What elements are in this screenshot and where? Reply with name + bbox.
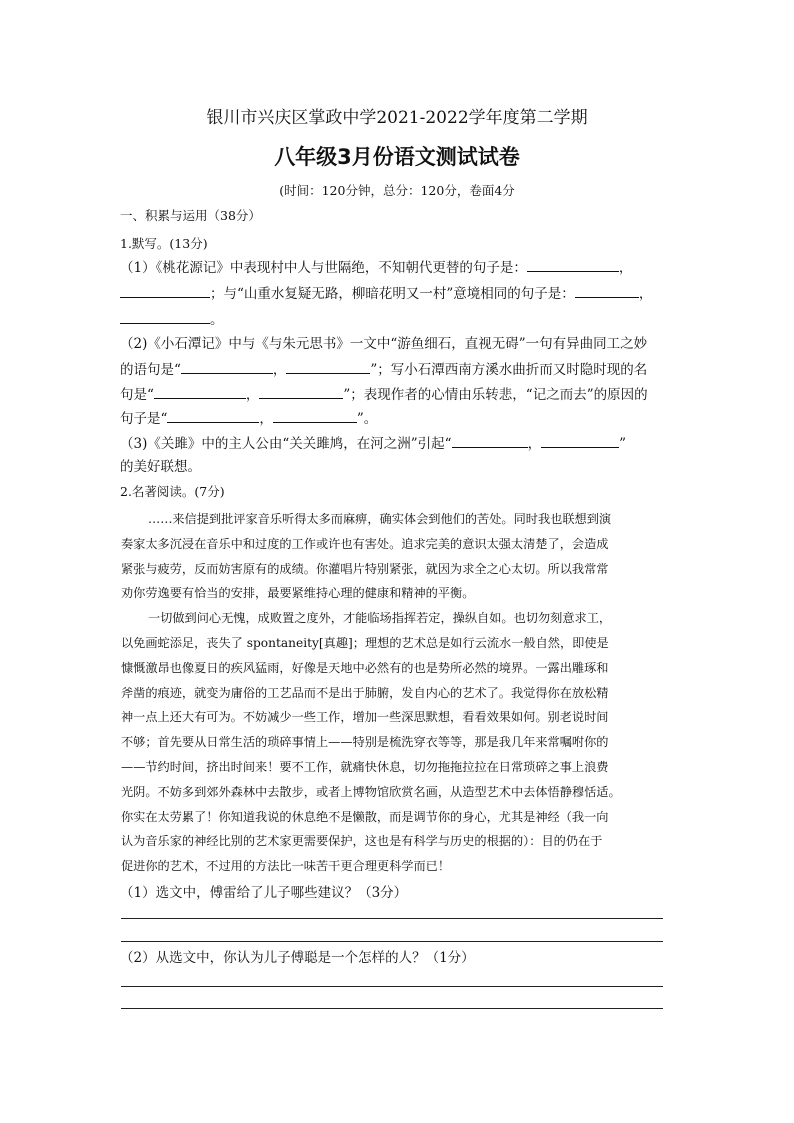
answer-blank[interactable] bbox=[286, 361, 370, 374]
q1-p1-line2: ；与“山重水复疑无路，柳暗花明又一村”意境相同的句子是： ， bbox=[120, 285, 652, 302]
passage-line: 以免画蛇添足，丧失了 spontaneity[真趣]；理想的艺术总是如行云流水一般自然，即使是 bbox=[121, 636, 609, 650]
passage-line: 你实在太劳累了！你知道我说的休息绝不是懒散，而是调节你的身心，尤其是神经（我一向 bbox=[121, 809, 609, 824]
passage-line: 促进你的艺术，不过用的方法比一味苦干更合理更科学而已！ bbox=[121, 859, 451, 874]
q1-p3-line1: （3)《关雎》中的主人公由“关关雎鸠，在河之洲”引起“ ， ” bbox=[120, 436, 626, 452]
q1-heading: 1.默写。(13分) bbox=[120, 236, 208, 251]
passage-line: ——节约时间，挤出时间来！要不工作，就痛快休息，切勿拖拖拉拉在日常琐碎之事上浪费 bbox=[121, 760, 609, 774]
passage-line: 神一点上还大有可为。不妨减少一些工作，增加一些深思默想，看看效果如何。别老说时间 bbox=[121, 710, 609, 725]
passage-line: ……来信提到批评家音乐听得太多而麻痹，确实体会到他们的苦处。同时我也联想到演 bbox=[148, 512, 612, 526]
answer-line[interactable] bbox=[121, 918, 663, 919]
q1-p1-line3: 。 bbox=[120, 311, 224, 328]
answer-blank[interactable] bbox=[154, 386, 246, 399]
answer-blank[interactable] bbox=[181, 361, 273, 374]
answer-line[interactable] bbox=[121, 1008, 663, 1009]
passage-line: 不够；首先要从日常生活的琐碎事情上——特别是梳洗穿衣等等，那是我几年来常嘱咐你的 bbox=[121, 735, 609, 750]
passage-line: 慷慨激昂也像夏日的疾风猛雨，好像是天地中必然有的也是势所必然的境界。一露出雕琢和 bbox=[121, 660, 609, 675]
answer-blank[interactable] bbox=[273, 410, 357, 423]
answer-blank[interactable] bbox=[452, 435, 528, 448]
answer-line[interactable] bbox=[121, 986, 663, 987]
answer-blank[interactable] bbox=[259, 386, 343, 399]
exam-title: 八年级3月份语文测试试卷 bbox=[274, 145, 520, 169]
q1-p1-line1: （1）《桃花源记》中表现村中人与世隔绝，不知朝代更替的句子是： ， bbox=[120, 260, 633, 276]
passage-line: 光阴。不妨多到郊外森林中去散步，或者上博物馆欣赏名画，从造型艺术中去体悟静穆恬适。 bbox=[121, 784, 621, 799]
passage-line: 一切做到问心无愧，成败置之度外，才能临场指挥若定，操纵自如。也切勿刻意求工， bbox=[148, 611, 612, 626]
answer-blank[interactable] bbox=[120, 311, 210, 324]
answer-blank[interactable] bbox=[575, 285, 639, 298]
q1-p2-line4: 句子是“ ， ”。 bbox=[120, 411, 378, 427]
q1-p2-line2: 的语句是“ ， ”；写小石潭西南方溪水曲折而又时隐时现的名 bbox=[120, 362, 648, 378]
q1-p3-line2: 的美好联想。 bbox=[120, 459, 201, 475]
answer-blank[interactable] bbox=[167, 410, 259, 423]
exam-info: (时间：120分钟，总分：120分，卷面4分 bbox=[279, 183, 515, 198]
q2-sub2: （2）从选文中，你认为儿子傅聪是一个怎样的人？（1分） bbox=[120, 950, 475, 966]
school-title: 银川市兴庆区掌政中学2021-2022学年度第二学期 bbox=[206, 108, 588, 128]
passage-line: 奏家太多沉浸在音乐中和过度的工作或许也有害处。追求完美的意识太强太清楚了，会造成 bbox=[121, 536, 609, 551]
q2-sub1: （1）选文中，傅雷给了儿子哪些建议？（3分） bbox=[120, 885, 408, 901]
passage-line: 紧张与疲劳，反而妨害原有的成绩。你灌唱片特别紧张，就因为求全之心太切。所以我常常 bbox=[121, 561, 609, 576]
answer-blank[interactable] bbox=[527, 259, 619, 272]
answer-blank[interactable] bbox=[120, 285, 210, 298]
q1-p2-line1: （2)《小石潭记》中与《与朱元思书》一文中“游鱼细石，直视无碍”一句有异曲同工之妙 bbox=[120, 336, 648, 352]
answer-line[interactable] bbox=[121, 941, 663, 942]
section-heading: 一、积累与运用（38分） bbox=[120, 208, 261, 223]
passage-line: 认为音乐家的神经比别的艺术家更需要保护，这也是有科学与历史的根据的）：目的仍在于 bbox=[121, 834, 603, 849]
q2-heading: 2.名著阅读。(7分) bbox=[120, 484, 225, 499]
passage-line: 劝你劳逸要有恰当的安排，最要紧维持心理的健康和精神的平衡。 bbox=[121, 586, 475, 601]
q1-p2-line3: 句是“ ， ”；表现作者的心情由乐转悲，“记之而去”的原因的 bbox=[120, 387, 648, 403]
answer-blank[interactable] bbox=[541, 435, 619, 448]
passage-line: 斧凿的痕迹，就变为庸俗的工艺品而不是出于肺腑，发自内心的艺术了。我觉得你在放松精 bbox=[121, 685, 609, 700]
